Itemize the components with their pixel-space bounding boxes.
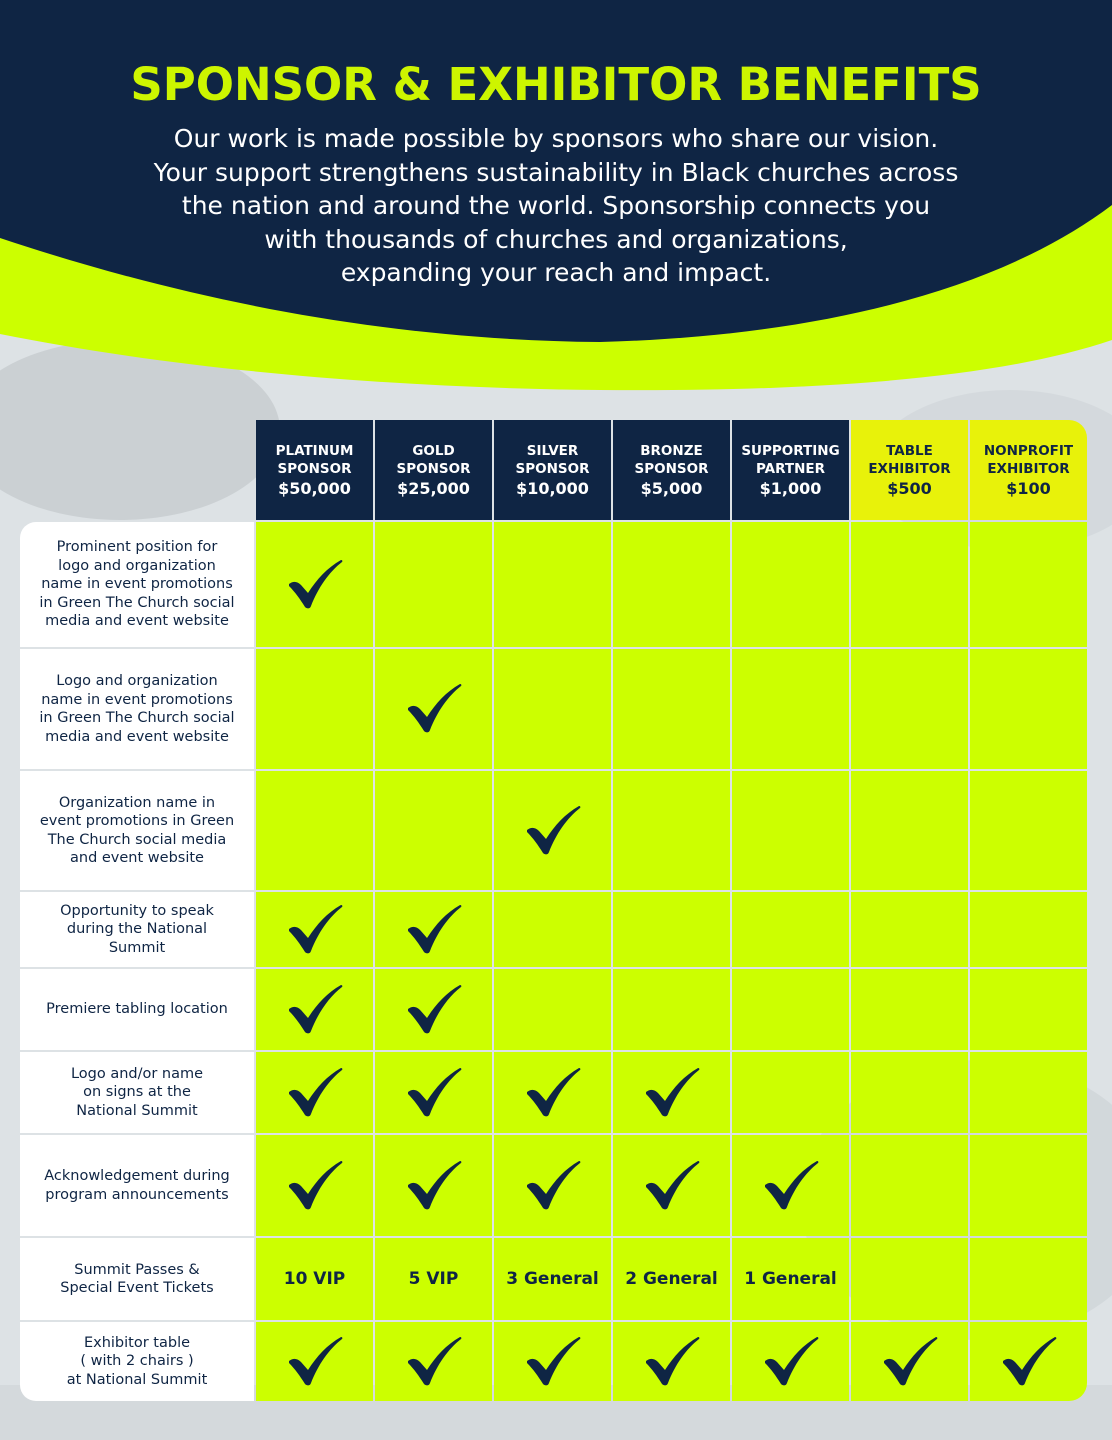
benefit-cell (494, 649, 611, 769)
benefit-label-line: logo and organization (58, 557, 216, 574)
benefit-cell (494, 892, 611, 967)
benefit-label-line: name in event promotions (41, 691, 233, 708)
benefit-cell (732, 1052, 849, 1133)
checkmark-icon (287, 1161, 343, 1211)
benefit-cell (256, 969, 373, 1050)
tier-price: $500 (887, 479, 932, 498)
benefit-cell (851, 522, 968, 647)
benefit-label-line: at National Summit (66, 1371, 208, 1388)
benefit-label-line: Exhibitor table (83, 1334, 191, 1351)
benefit-label-line: during the National (66, 921, 208, 938)
checkmark-icon (406, 1337, 462, 1387)
tier-name: TABLE (886, 443, 933, 459)
benefit-cell (256, 649, 373, 769)
benefit-cell (970, 1322, 1087, 1401)
benefit-label-line: ( with 2 chairs ) (80, 1353, 194, 1370)
tier-name: BRONZE (640, 443, 703, 459)
tier-name: SUPPORTING (741, 443, 840, 459)
tier-price: $1,000 (759, 479, 822, 498)
benefit-cell (256, 892, 373, 967)
tier-header (375, 420, 492, 520)
benefit-cell (494, 1135, 611, 1236)
header-banner (0, 0, 1112, 400)
tier-header (732, 420, 849, 520)
tier-name: GOLD (412, 443, 455, 459)
checkmark-icon (287, 985, 343, 1035)
benefit-cell (613, 649, 730, 769)
benefit-label (20, 1135, 254, 1236)
benefit-cell (613, 969, 730, 1050)
benefit-cell (613, 1238, 730, 1320)
benefit-cell (970, 969, 1087, 1050)
benefit-cell (732, 1238, 849, 1320)
benefit-cell (732, 771, 849, 890)
tier-header (970, 420, 1087, 520)
checkmark-icon (406, 905, 462, 955)
benefit-cell (613, 892, 730, 967)
benefit-label-line: Summit Passes & (74, 1261, 200, 1278)
benefit-label (20, 892, 254, 967)
tier-header (494, 420, 611, 520)
benefit-cell (851, 1052, 968, 1133)
intro-paragraph (90, 122, 1022, 290)
benefit-label-text (71, 1065, 203, 1121)
tier-price: $100 (1006, 479, 1051, 498)
benefit-cell (494, 969, 611, 1050)
intro-line: Our work is made possible by sponsors who share our vision. (173, 124, 939, 153)
benefit-cell (613, 771, 730, 890)
benefit-label-line: Summit (108, 939, 166, 956)
benefit-label (20, 771, 254, 890)
benefit-cell (375, 771, 492, 890)
tier-price: $10,000 (516, 479, 589, 498)
benefit-label-line: in Green The Church social (39, 710, 235, 726)
benefit-cell (256, 771, 373, 890)
tier-name: EXHIBITOR (868, 461, 951, 477)
benefit-label-line: Premiere tabling location (46, 1001, 228, 1018)
benefit-label-line: Logo and/or name (70, 1065, 204, 1082)
checkmark-icon (1001, 1337, 1057, 1387)
benefit-label-text (39, 672, 234, 746)
intro-line: the nation and around the world. Sponsorship connects you (181, 191, 931, 220)
benefit-cell-value: 10 VIP (283, 1269, 346, 1289)
benefit-label-line: media and event website (45, 728, 229, 745)
benefit-label (20, 1052, 254, 1133)
benefit-cell (256, 522, 373, 647)
checkmark-icon (406, 1161, 462, 1211)
benefit-label (20, 649, 254, 769)
benefit-cell (375, 1238, 492, 1320)
checkmark-icon (882, 1337, 938, 1387)
benefit-cell (732, 649, 849, 769)
benefit-cell (375, 1322, 492, 1401)
benefit-cell (970, 892, 1087, 967)
benefit-label-line: on signs at the (83, 1084, 191, 1101)
benefits-table (20, 420, 1074, 1388)
benefit-cell (613, 522, 730, 647)
checkmark-icon (763, 1161, 819, 1211)
benefit-cell (375, 969, 492, 1050)
benefit-label-line: program announcements (45, 1186, 229, 1203)
benefit-label-line: Acknowledgement during (44, 1168, 230, 1184)
benefit-cell (970, 771, 1087, 890)
benefit-cell (851, 1135, 968, 1236)
benefit-cell (375, 1135, 492, 1236)
benefit-cell (970, 1135, 1087, 1236)
benefit-cell (851, 1322, 968, 1401)
checkmark-icon (406, 985, 462, 1035)
tier-price: $50,000 (278, 479, 351, 498)
checkmark-icon (644, 1161, 700, 1211)
benefit-cell (494, 1238, 611, 1320)
tier-header (256, 420, 373, 520)
tier-name: SILVER (526, 443, 579, 459)
benefit-cell (732, 522, 849, 647)
benefit-cell (256, 1238, 373, 1320)
benefit-cell-value: 3 General (506, 1269, 599, 1289)
intro-line: Your support strengthens sustainability in Black churches across (153, 157, 959, 187)
benefit-label-line: event promotions in Green (39, 813, 235, 829)
benefit-label-line: name in event promotions (41, 576, 233, 593)
table-corner (20, 420, 254, 520)
intro-line: expanding your reach and impact. (340, 258, 772, 287)
benefit-cell (851, 892, 968, 967)
tier-name: PARTNER (755, 461, 826, 477)
tier-header (613, 420, 730, 520)
benefit-cell (375, 649, 492, 769)
benefit-cell (732, 1135, 849, 1236)
checkmark-icon (287, 1068, 343, 1118)
checkmark-icon (763, 1337, 819, 1387)
benefit-cell (256, 1135, 373, 1236)
benefit-label-line: Opportunity to speak (60, 902, 214, 919)
benefit-label-line: in Green The Church social (39, 594, 235, 611)
benefit-cell (851, 969, 968, 1050)
checkmark-icon (525, 806, 581, 856)
benefit-cell (732, 969, 849, 1050)
benefit-cell (613, 1322, 730, 1401)
benefit-label (20, 1322, 254, 1401)
tier-name: PLATINUM (275, 443, 354, 459)
benefit-label-line: media and event website (45, 613, 229, 630)
benefit-label-line: and event website (70, 850, 204, 866)
tier-name: SPONSOR (396, 461, 471, 477)
checkmark-icon (525, 1337, 581, 1387)
benefit-cell (970, 1238, 1087, 1320)
benefit-cell (613, 1052, 730, 1133)
intro-line: with thousands of churches and organizations, (264, 224, 848, 254)
benefit-label-text (60, 902, 214, 958)
benefit-cell (494, 1052, 611, 1133)
benefit-cell (732, 892, 849, 967)
checkmark-icon (287, 1337, 343, 1387)
benefit-label-line: Logo and organization (56, 673, 218, 689)
benefit-label-line: National Summit (76, 1102, 198, 1119)
benefit-cell (613, 1135, 730, 1236)
benefit-cell-value: 2 General (625, 1269, 718, 1289)
benefit-label (20, 969, 254, 1050)
checkmark-icon (525, 1068, 581, 1118)
benefit-cell (375, 522, 492, 647)
checkmark-icon (644, 1337, 700, 1387)
benefit-cell (851, 771, 968, 890)
benefit-cell (732, 1322, 849, 1401)
benefit-cell (494, 771, 611, 890)
checkmark-icon (525, 1161, 581, 1211)
benefit-label-line: The Church social media (47, 831, 227, 848)
benefit-cell (494, 1322, 611, 1401)
benefit-cell (970, 649, 1087, 769)
benefit-label-line: Prominent position for (56, 539, 218, 556)
benefit-label-text (60, 1261, 213, 1298)
tier-price: $25,000 (397, 479, 470, 498)
benefit-cell (970, 522, 1087, 647)
benefit-cell (256, 1052, 373, 1133)
benefit-label-text (44, 1167, 230, 1204)
benefit-cell (851, 1238, 968, 1320)
tier-price: $5,000 (640, 479, 703, 498)
checkmark-icon (406, 684, 462, 734)
benefit-cell (494, 522, 611, 647)
benefit-label-text (40, 794, 234, 868)
checkmark-icon (287, 905, 343, 955)
benefit-cell (375, 892, 492, 967)
tier-name: NONPROFIT (983, 443, 1074, 459)
benefit-label-text (39, 538, 234, 631)
tier-name: EXHIBITOR (987, 461, 1070, 477)
benefit-label-line: Special Event Tickets (60, 1280, 214, 1296)
tier-name: SPONSOR (634, 461, 709, 477)
benefit-cell-value: 1 General (744, 1269, 837, 1289)
benefit-cell (375, 1052, 492, 1133)
benefit-cell (851, 649, 968, 769)
tier-header (851, 420, 968, 520)
benefit-label-line: Organization name in (58, 794, 216, 811)
benefit-label-text (46, 1000, 228, 1019)
benefit-label-text (67, 1334, 208, 1390)
checkmark-icon (644, 1068, 700, 1118)
tier-name: SPONSOR (515, 461, 590, 477)
benefit-cell (970, 1052, 1087, 1133)
tier-name: SPONSOR (277, 461, 352, 477)
checkmark-icon (406, 1068, 462, 1118)
benefit-cell-value: 5 VIP (408, 1269, 459, 1289)
benefit-cell (256, 1322, 373, 1401)
benefit-label (20, 1238, 254, 1320)
benefit-label (20, 522, 254, 647)
page-title: SPONSOR & EXHIBITOR BENEFITS (130, 58, 982, 111)
checkmark-icon (287, 560, 343, 610)
